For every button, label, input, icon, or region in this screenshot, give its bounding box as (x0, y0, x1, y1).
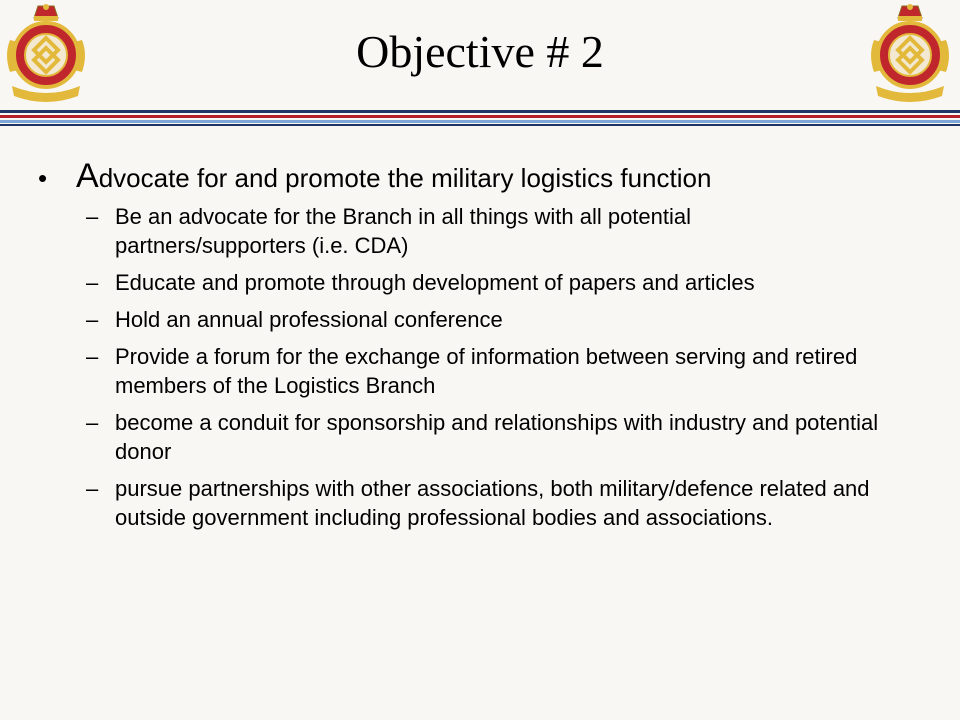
dash-icon: – (86, 476, 99, 501)
header-divider-stripes (0, 110, 960, 126)
slide-title: Objective # 2 (356, 26, 604, 77)
sub-bullet-text: Be an advocate for the Branch in all things with all potential partners/supporters (i.e. CDA) (115, 204, 692, 258)
bullet-dot-icon: • (38, 163, 48, 193)
sub-bullet-item (86, 408, 918, 466)
sub-bullet-item (86, 202, 918, 260)
dash-icon: – (86, 204, 99, 229)
sub-bullet-item (86, 474, 918, 532)
dash-icon: – (86, 307, 99, 332)
sub-bullet-item (86, 305, 918, 334)
slide-body (38, 158, 918, 540)
sub-bullet-list (38, 202, 918, 532)
sub-bullet-text: Educate and promote through development of papers and articles (115, 270, 755, 295)
main-bullet-rest: dvocate for and promote the military logistics function (98, 163, 712, 193)
sub-bullet-text: Hold an annual professional conference (115, 307, 503, 332)
sub-bullet-item (86, 342, 918, 400)
sub-bullet-text: Provide a forum for the exchange of information between serving and retired members of the Logistics Branch (115, 344, 858, 398)
main-bullet-first-letter: A (76, 157, 99, 195)
dash-icon: – (86, 410, 99, 435)
dash-icon: – (86, 344, 99, 369)
sub-bullet-text: pursue partnerships with other associations, both military/defence related and outside government including professional bodies and associations. (115, 476, 870, 530)
dash-icon: – (86, 270, 99, 295)
sub-bullet-item (86, 268, 918, 297)
main-bullet-text (76, 158, 711, 196)
main-bullet (38, 158, 918, 196)
sub-bullet-text: become a conduit for sponsorship and relationships with industry and potential donor (115, 410, 879, 464)
